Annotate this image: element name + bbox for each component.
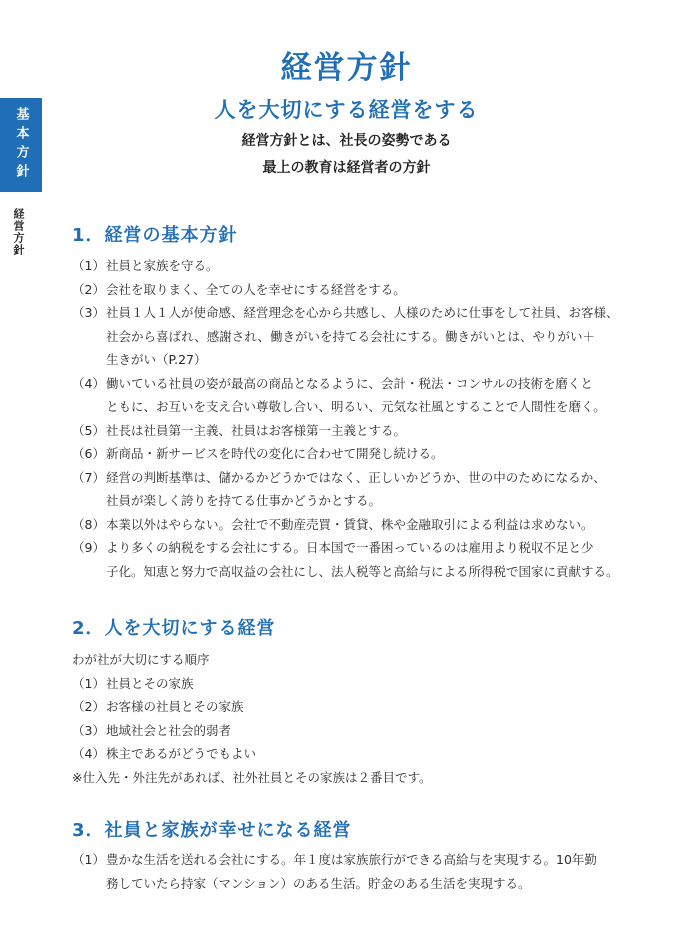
item-text-line: お客様の社員とその家族 [106, 699, 244, 714]
item-text-line: ともに、お互いを支え合い尊敬し合い、明るい、元気な社風とすることで人間性を磨く。 [106, 399, 606, 414]
item-text-line: 豊かな生活を送れる会社にする。年１度は家族旅行ができる高給与を実現する。10年勤 [106, 852, 597, 867]
section-2-block [72, 648, 652, 789]
item-text-line: 会社を取りまく、全ての人を幸せにする経営をする。 [106, 281, 406, 297]
subtitle-line-1: 経営方針とは、社長の姿勢である [241, 133, 452, 149]
side-sub-label: 経営方針 [12, 208, 25, 256]
item-number: （2） [72, 699, 105, 714]
list-item [72, 442, 652, 466]
item-number: （8） [72, 516, 105, 532]
item-text-line: 地域社会と社会的弱者 [106, 722, 232, 738]
item-number: （4） [72, 746, 105, 761]
section-3-heading: 3．社員と家族が幸せになる経営 [72, 820, 352, 841]
list-item [72, 372, 652, 419]
section-2-list [72, 672, 652, 766]
item-text-line: 経営の判断基準は、儲かるかどうかではなく、正しいかどうか、世の中のためになるか、 [106, 469, 606, 485]
list-item [72, 513, 652, 537]
item-number: （4） [72, 375, 105, 391]
item-number: （7） [72, 469, 105, 485]
section-2-note: ※仕入先・外注先があれば、社外社員とその家族は２番目です。 [72, 769, 432, 785]
section-2-heading: 2．人を大切にする経営 [72, 618, 276, 639]
item-text-line: 株主であるがどうでもよい [106, 746, 257, 761]
item-text-line: 子化。知恵と努力で高収益の会社にし、法人税等と高給与による所得税で国家に貢献する。 [106, 563, 619, 579]
item-text-line: 社長は社員第一主義、社員はお客様第一主義とする。 [106, 422, 407, 438]
item-text-line: 働いている社員の姿が最高の商品となるように、会計・税法・コンサルの技術を磨くと [106, 375, 593, 391]
item-number: （1） [72, 852, 105, 867]
item-number: （2） [72, 281, 105, 297]
list-item [72, 254, 652, 278]
section-1-heading: 1．経営の基本方針 [72, 225, 238, 246]
list-item [72, 419, 652, 443]
list-item [72, 536, 652, 583]
item-text-line: 社員１人１人が使命感、経営理念を心から共感し、人様のために仕事をして社員、お客様、 [106, 305, 619, 320]
list-item [72, 695, 652, 719]
item-text-line: 社員が楽しく誇りを持てる仕事かどうかとする。 [106, 493, 382, 508]
item-text-line: 社員とその家族 [106, 675, 194, 691]
page-subtitle: 人を大切にする経営をする [214, 98, 479, 122]
section-3-list [72, 848, 652, 895]
item-number: （6） [72, 446, 105, 461]
section-2-intro: わが社が大切にする順序 [72, 652, 210, 667]
list-item [72, 742, 652, 766]
item-text-line: 務していたら持家（マンション）のある生活。貯金のある生活を実現する。 [106, 875, 531, 891]
list-item [72, 672, 652, 696]
item-text-line: 社員と家族を守る。 [106, 258, 219, 273]
item-number: （9） [72, 540, 105, 555]
section-1-list [72, 254, 652, 583]
item-number: （1） [72, 675, 105, 691]
subtitle-line-2: 最上の教育は経営者の方針 [262, 160, 431, 176]
item-text-line: 社会から喜ばれ、感謝され、働きがいを持てる会社にする。働きがいとは、やりがい＋ [106, 328, 596, 344]
item-text-line: 本業以外はやらない。会社で不動産売買・賃貸、株や金融取引による利益は求めない。 [106, 516, 594, 532]
side-tab-label: 基本方針 [13, 107, 29, 183]
list-item [72, 301, 652, 372]
list-item [72, 848, 652, 895]
list-item [72, 719, 652, 743]
list-item [72, 466, 652, 513]
list-item [72, 278, 652, 302]
item-number: （1） [72, 258, 105, 273]
item-number: （3） [72, 722, 105, 738]
item-number: （5） [72, 422, 105, 438]
item-text-line: 生きがい（P.27） [106, 352, 207, 367]
item-text-line: より多くの納税をする会社にする。日本国で一番困っているのは雇用より税収不足と少 [106, 540, 594, 555]
page-title: 経営方針 [280, 50, 413, 86]
item-text-line: 新商品・新サービスを時代の変化に合わせて開発し続ける。 [106, 446, 444, 461]
item-number: （3） [72, 305, 105, 320]
